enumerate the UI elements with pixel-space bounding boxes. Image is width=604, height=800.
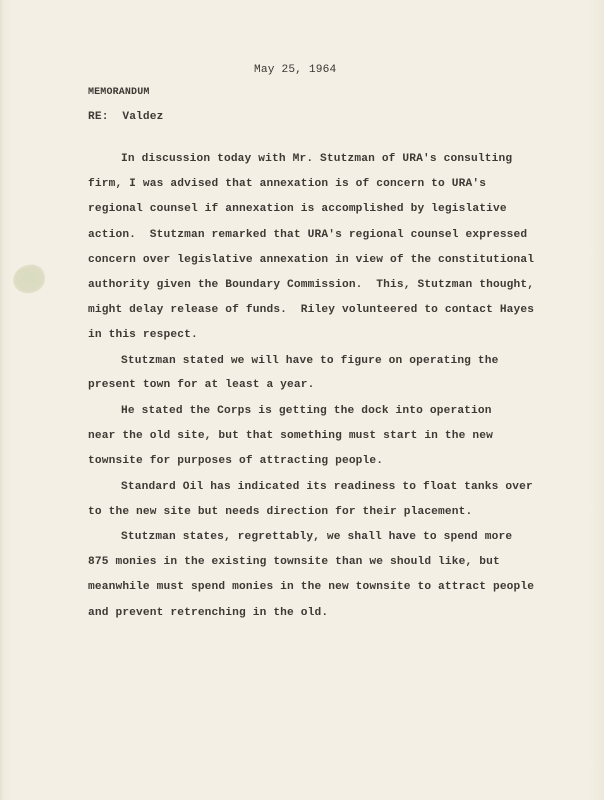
paper-stain bbox=[10, 262, 47, 296]
body-line: Stutzman stated we will have to figure on operating the bbox=[121, 355, 499, 367]
body-line: in this respect. bbox=[88, 329, 198, 341]
body-line: townsite for purposes of attracting people. bbox=[88, 455, 384, 467]
body-line: regional counsel if annexation is accomplished by legislative bbox=[88, 203, 507, 215]
body-line: Stutzman states, regrettably, we shall have to spend more bbox=[121, 531, 513, 543]
body-line: firm, I was advised that annexation is of concern to URA's bbox=[88, 178, 487, 190]
body-line: action. Stutzman remarked that URA's regional counsel expressed bbox=[88, 229, 528, 241]
body-line: He stated the Corps is getting the dock into operation bbox=[121, 405, 492, 417]
body-line: Standard Oil has indicated its readiness to float tanks over bbox=[121, 481, 533, 493]
re-label: RE: bbox=[88, 111, 109, 123]
re-value: Valdez bbox=[122, 111, 164, 123]
body-line: near the old site, but that something must start in the new bbox=[88, 430, 493, 442]
body-line: In discussion today with Mr. Stutzman of URA's consulting bbox=[121, 153, 513, 165]
body-line: 875 monies in the existing townsite than we should like, but bbox=[88, 556, 500, 568]
body-line: and prevent retrenching in the old. bbox=[88, 607, 329, 619]
memo-heading: MEMORANDUM bbox=[88, 87, 150, 98]
memo-subject bbox=[88, 110, 164, 124]
body-line: present town for at least a year. bbox=[88, 379, 315, 391]
body-line: authority given the Boundary Commission. This, Stutzman thought, bbox=[88, 279, 535, 291]
body-line: meanwhile must spend monies in the new townsite to attract people bbox=[88, 581, 535, 593]
body-line: might delay release of funds. Riley volunteered to contact Hayes bbox=[88, 304, 535, 316]
memo-date: May 25, 1964 bbox=[254, 64, 337, 76]
body-line: to the new site but needs direction for their placement. bbox=[88, 506, 473, 518]
body-line: concern over legislative annexation in view of the constitutional bbox=[88, 254, 535, 266]
